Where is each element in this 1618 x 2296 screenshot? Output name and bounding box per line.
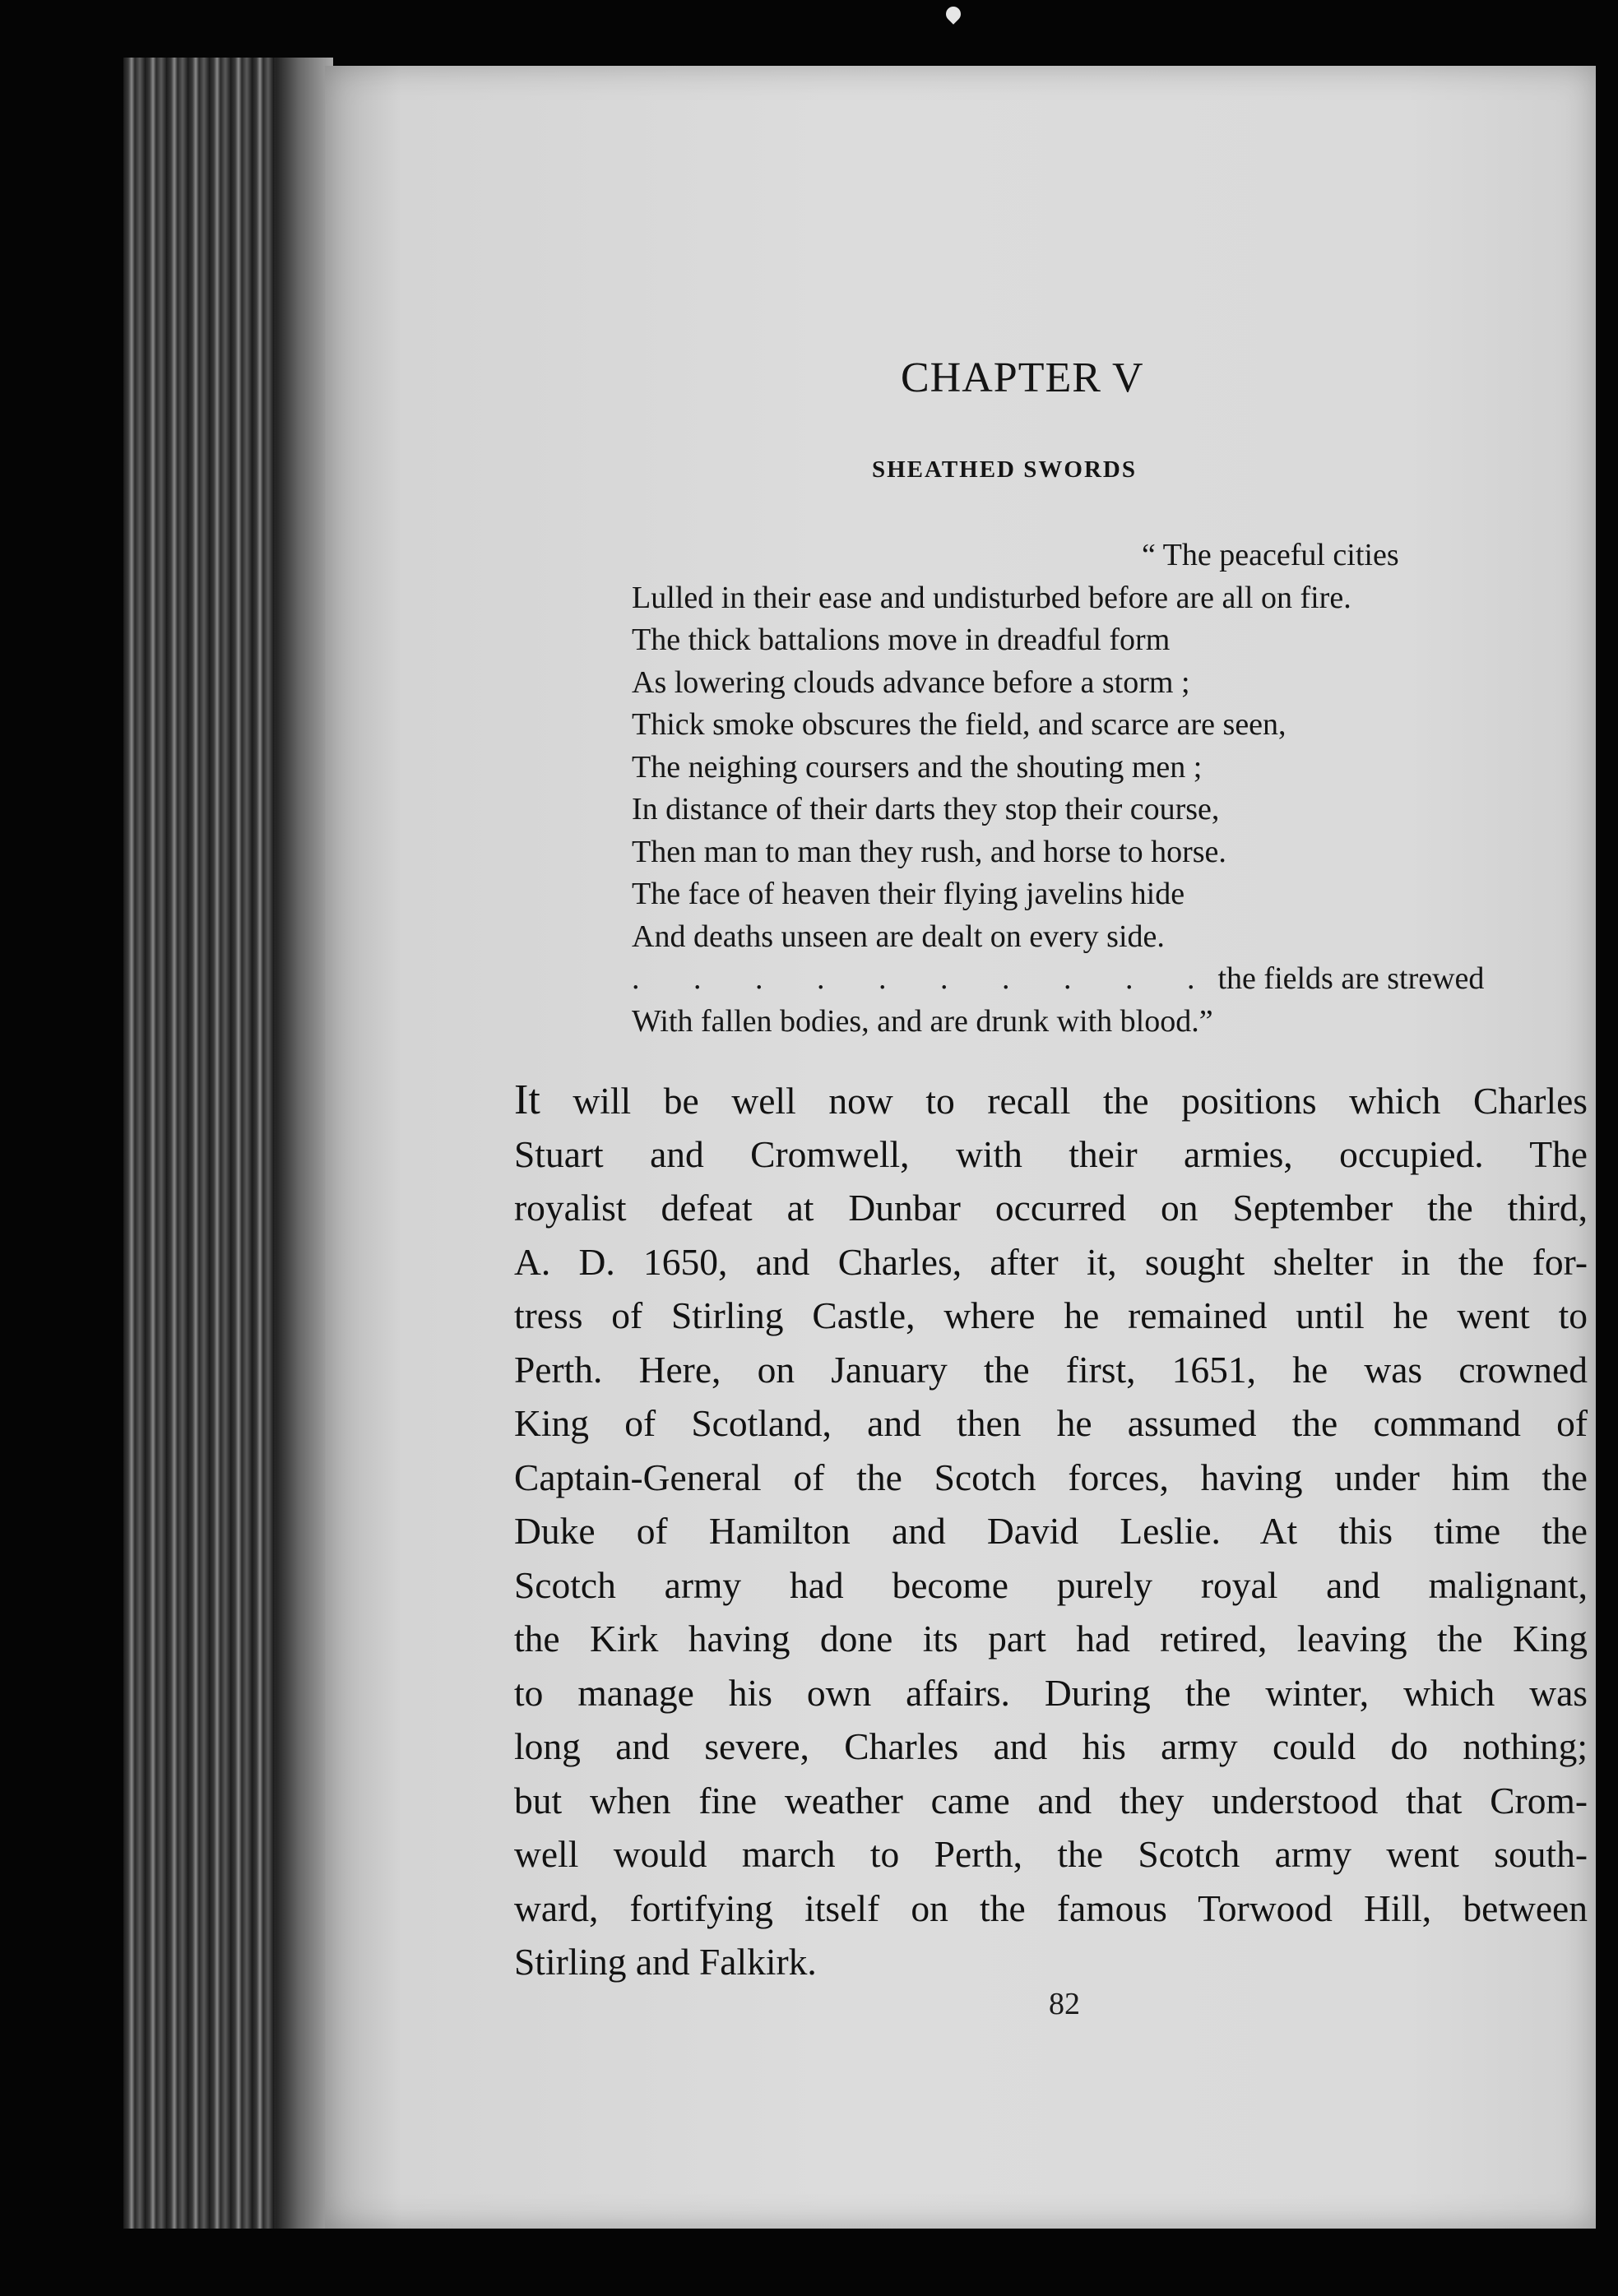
- page-number: 82: [1049, 1987, 1080, 2021]
- epigraph-line: “ The peaceful cities: [1142, 538, 1399, 572]
- epigraph-line: The neighing coursers and the shouting men ;: [632, 749, 1203, 785]
- epigraph-line: the fields are strewed: [1217, 961, 1485, 996]
- chapter-title: CHAPTER V: [901, 354, 1144, 401]
- chapter-subtitle: SHEATHED SWORDS: [872, 456, 1137, 483]
- epigraph-line: As lowering clouds advance before a storm ;: [632, 664, 1190, 700]
- body-line: Stuart and Cromwell, with their armies, occupied. The: [514, 1132, 1588, 1175]
- body-line: tress of Stirling Castle, where he remained until he went to: [514, 1294, 1588, 1336]
- body-line: to manage his own affairs. During the winter, which was: [514, 1671, 1588, 1714]
- body-paragraph: [514, 1073, 1588, 1989]
- epigraph-line: Lulled in their ease and undisturbed before are all on fire.: [632, 580, 1351, 615]
- epigraph-line: Then man to man they rush, and horse to horse.: [632, 834, 1226, 869]
- epigraph: [632, 535, 1578, 1043]
- body-line: but when fine weather came and they understood that Crom-: [514, 1779, 1588, 1822]
- body-line: the Kirk having done its part had retired, leaving the King: [514, 1618, 1588, 1660]
- body-line: A. D. 1650, and Charles, after it, sought shelter in the for-: [514, 1240, 1588, 1283]
- epigraph-line: Thick smoke obscures the field, and scarce are seen,: [632, 707, 1287, 742]
- scan-mark-icon: [943, 3, 963, 24]
- body-line: long and severe, Charles and his army could do nothing;: [514, 1725, 1588, 1767]
- epigraph-ellipsis-line: [632, 958, 1485, 1001]
- body-line: Stirling and Falkirk.: [514, 1941, 817, 1983]
- epigraph-ellipsis: . . . . . . . . . .: [632, 961, 1218, 996]
- drop-cap: It: [514, 1076, 540, 1123]
- body-line-text: will be well now to recall the positions which Charles: [540, 1080, 1588, 1122]
- body-line: ward, fortifying itself on the famous Torwood Hill, between: [514, 1886, 1588, 1929]
- body-line: Captain-General of the Scotch forces, having under him the: [514, 1456, 1588, 1498]
- body-line: royalist defeat at Dunbar occurred on September the third,: [514, 1187, 1588, 1229]
- epigraph-line: And deaths unseen are dealt on every side.: [632, 919, 1165, 954]
- epigraph-line: The thick battalions move in dreadful form: [632, 623, 1171, 657]
- epigraph-line: In distance of their darts they stop their course,: [632, 792, 1220, 826]
- epigraph-line: With fallen bodies, and are drunk with blood.”: [632, 1003, 1213, 1039]
- epigraph-line: The face of heaven their flying javelins hide: [632, 877, 1185, 911]
- body-line: well would march to Perth, the Scotch army went south-: [514, 1833, 1588, 1875]
- body-line: [514, 1073, 1588, 1127]
- body-line: Scotch army had become purely royal and malignant,: [514, 1563, 1588, 1606]
- body-line: Duke of Hamilton and David Leslie. At this time the: [514, 1510, 1588, 1552]
- body-line: King of Scotland, and then he assumed the command of: [514, 1402, 1588, 1444]
- body-line: Perth. Here, on January the first, 1651, he was crowned: [514, 1348, 1588, 1391]
